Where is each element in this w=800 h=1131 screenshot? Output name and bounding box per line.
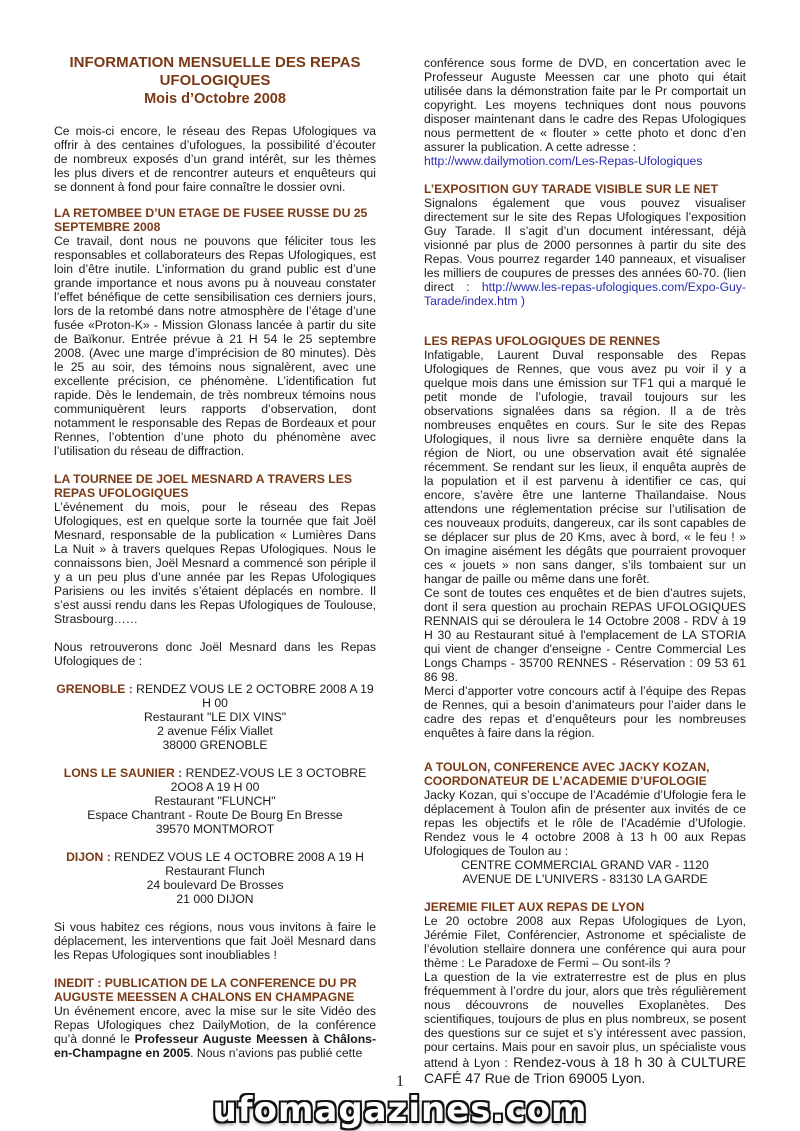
page-title: [54, 54, 376, 108]
section-heading-rennes: LES REPAS UFOLOGIQUES DE RENNES: [424, 334, 661, 348]
section-body-mesnard-end: Si vous habitez ces régions, nous vous invitons à faire le déplacement, les interventions que fait Joël Mesnard dans les Repas Ufologiques sont inoubliables !: [54, 920, 376, 962]
section-heading-tarade: L’EXPOSITION GUY TARADE VISIBLE SUR LE NET: [424, 182, 719, 196]
venue-dijon: DIJON : RENDEZ VOUS LE 4 OCTOBRE 2008 A 19 H Restaurant Flunch 24 boulevard De Brosses 21 000 DIJON: [66, 850, 364, 906]
section-body-toulon: Jacky Kozan, qui s’occupe de l’Académie d’Ufologie fera le déplacement à Toulon afin de présenter aux invités de ce repas les objectifs et le rôle de l’Académie d’Ufologie. Rendez vous le 4 octobre 2008 à 13 h 00 aux Repas Ufologiques de Toulon au :: [424, 788, 746, 858]
section-heading-meessen: INEDIT : PUBLICATION DE LA CONFERENCE DU PR AUGUSTE MEESSEN A CHALONS EN CHAMPAGNE: [54, 976, 357, 1004]
watermark-text: ufomagazines.com: [212, 1090, 588, 1130]
watermark-logo: [0, 1090, 800, 1130]
section-body-lyon: Le 20 octobre 2008 aux Repas Ufologiques de Lyon, Jérémie Filet, Conférencier, Astronome et spécialiste de l’évolution stellaire donnera une conférence qui aura pour thème : Le Paradoxe de Fermi – Ou sont-ils ?: [424, 914, 746, 970]
intro-paragraph: Ce mois-ci encore, le réseau des Repas Ufologiques va offrir à des centaines d’ufologues, la possibilité d’écouter de nombreux exposés d’un grand intérêt, sur les thèmes les plus divers et de rencontrer auteurs et enquêteurs qui se donnent à fond pour faire connaître le dossier ovni.: [54, 124, 376, 194]
section-heading-toulon: A TOULON, CONFERENCE AVEC JACKY KOZAN, COORDONATEUR DE L’ACADEMIE D’UFOLOGIE: [424, 760, 710, 788]
section-heading-lyon: JEREMIE FILET AUX REPAS DE LYON: [424, 900, 645, 914]
section-heading-rocket: LA RETOMBEE D’UN ETAGE DE FUSEE RUSSE DU 25 SEPTEMBRE 2008: [54, 206, 368, 234]
right-column: [424, 56, 746, 1086]
section-body-rennes: Infatigable, Laurent Duval responsable des Repas Ufologiques de Rennes, que vous avez pu voir il y a quelque mois dans une émission sur TF1 qui a marqué le petit monde de l’ufologie, travail toujours sur les observations signalées dans sa région. Il a de très nombreuses enquêtes en cours. Sur le site des Repas Ufologiques, il nous livre sa dernière enquête dans la région de Niort, ou une observation avait été signalée récemment. Se rendant sur les lieux, il enquêta auprès de la population et il est parvenu à identifier ce cas, qui encore, s’avère être une lanterne Thaïlandaise. Nous attendons une réglementation précise sur l’utilisation de ces nouveaux produits, dangereux, car ils sont capables de se déplacer sur plus de 20 Kms, avec à bord, « le feu ! » On imagine aisément les dégâts que pourraient provoquer ces « jouets » non sans danger, s’ils tombaient sur un hangar de paille ou même dans une forêt.: [424, 348, 746, 586]
section-body-rennes-3: Merci d’apporter votre concours actif à l’équipe des Repas de Rennes, qui a besoin d’animateurs pour l’aider dans le cadre des repas et d’enquêteurs pour les nombreuses enquêtes à faire dans la région.: [424, 684, 746, 740]
section-body-lyon-2: La question de la vie extraterrestre est de plus en plus fréquemment à l’ordre du jour, alors que très régulièrement nous découvrons de nouvelles Exoplanètes. Des scientifiques, toujours de plus en plus nombreux, se posent des questions sur ce sujet et s’y intéressent avec passion, pour certains. Mais pour en savoir plus, un spécialiste vous attend à Lyon : Rendez-vous à 18 h 30 à CULTURE CAFÉ 47 Rue de Trion 69005 Lyon.: [424, 970, 746, 1086]
expo-tarade-link[interactable]: http://www.les-repas-ufologiques.com/Expo-Guy-Tarade/index.htm ): [424, 280, 746, 308]
section-body-tarade: Signalons également que vous pouvez visualiser directement sur le site des Repas Ufologiques l’exposition Guy Tarade. Il s’agit d’un document intéressant, déjà visionné par plus de 2000 personnes à partir du site des Repas. Vous pourrez regarder 140 panneaux, et visualiser les milliers de coupures de presses des années 60-70. (lien direct : http://www.les-repas-ufologiques.com/Expo-Guy-Tarade/index.htm ): [424, 196, 746, 308]
section-body-mesnard: L’événement du mois, pour le réseau des Repas Ufologiques, est en quelque sorte la tournée que fait Joël Mesnard, responsable de la publication « Lumières Dans La Nuit » à travers quelques Repas Ufologiques. Nous le connaissons bien, Joël Mesnard a commencé son périple il y a un peu plus d’une année par les Repas Ufologiques Parisiens ou les invités s’étaient déplacés en nombre. Il s’est aussi rendu dans les Repas Ufologiques de Toulouse, Strasbourg……: [54, 500, 376, 626]
toulon-address-1: CENTRE COMMERCIAL GRAND VAR - 1120: [461, 858, 709, 872]
section-heading-mesnard: LA TOURNEE DE JOEL MESNARD A TRAVERS LES REPAS UFOLOGIQUES: [54, 472, 352, 500]
dailymotion-link[interactable]: http://www.dailymotion.com/Les-Repas-Ufologiques: [424, 154, 703, 168]
page-number: 1: [396, 1073, 404, 1090]
section-body-mesnard-2: Nous retrouverons donc Joël Mesnard dans les Repas Ufologiques de :: [54, 640, 376, 668]
left-column: [54, 54, 376, 1060]
toulon-address-2: AVENUE DE L'UNIVERS - 83130 LA GARDE: [462, 872, 708, 886]
section-body-rennes-2: Ce sont de toutes ces enquêtes et de bien d’autres sujets, dont il sera question au prochain REPAS UFOLOGIQUES RENNAIS qui se déroulera le 14 Octobre 2008 - RDV à 19 H 30 au Restaurant situé à l'emplacement de LA STORIA qui vient de changer d'enseigne - Centre Commercial Les Longs Champs - 35700 RENNES - Réservation : 09 53 61 86 98.: [424, 586, 746, 684]
venue-grenoble: GRENOBLE : RENDEZ VOUS LE 2 OCTOBRE 2008 A 19 H 00 Restaurant "LE DIX VINS" 2 avenue Félix Viallet 38000 GRENOBLE: [56, 682, 374, 752]
title-month: Mois d’Octobre 2008: [144, 91, 286, 107]
venue-city: LONS LE SAUNIER :: [63, 766, 183, 780]
venue-lons: LONS LE SAUNIER : RENDEZ-VOUS LE 3 OCTOBRE 2OO8 A 19 H 00 Restaurant "FLUNCH" Espace Chantrant - Route De Bourg En Bresse 39570 MONTMOROT: [63, 766, 367, 836]
section-body-rocket: Ce travail, dont nous ne pouvons que féliciter tous les responsables et collaborateurs des Repas Ufologiques, est loin d’être inutile. L’information du grand public est d’une grande importance et nous avons pu à nouveau constater l’effet bénéfique de cette sensibilisation ces derniers jours, lors de la retombé dans notre atmosphère de l’étage d’une fusée «Proton-K» - Mission Glonass lancée à partir du site de Baïkonur. Entrée prévue à 21 H 54 le 25 septembre 2008. (Avec une marge d’imprécision de 80 minutes). Dès le 25 au soir, des témoins nous signalèrent, avec une excellente précision, ce phénomène. L’identification fut rapide. Dès le lendemain, de très nombreux témoins nous communiquèrent leurs rapports d’observation, dont notamment le responsable des Repas de Bordeaux et pour Rennes, l’obtention d’une photo du phénomène avec l’utilisation du réseau de diffraction.: [54, 234, 376, 458]
title-line-2: UFOLOGIQUES: [159, 72, 271, 89]
title-line-1: INFORMATION MENSUELLE DES REPAS: [69, 54, 361, 71]
lyon-rendezvous: Rendez-vous à 18 h 30 à CULTURE CAFÉ 47 Rue de Trion 69005 Lyon.: [424, 1054, 746, 1086]
section-body-meessen-cont: conférence sous forme de DVD, en concertation avec le Professeur Auguste Meessen car une photo qui était utilisée dans la démonstration faite par le Pr comportait un copyright. Les moyens techniques dont nous pouvons disposer maintenant dans le cadre des Repas Ufologiques nous permettent de « flouter » cette photo et donc d’en assurer la publication. A cette adresse :: [424, 56, 746, 154]
venue-city: GRENOBLE :: [56, 682, 133, 696]
section-body-meessen: Un événement encore, avec la mise sur le site Vidéo des Repas Ufologiques chez DailyMotion, de la conférence qu’à donné le Professeur Auguste Meessen à Châlons-en-Champagne en 2005. Nous n’avions pas publié cette: [54, 1004, 377, 1060]
venue-city: DIJON :: [66, 850, 111, 864]
